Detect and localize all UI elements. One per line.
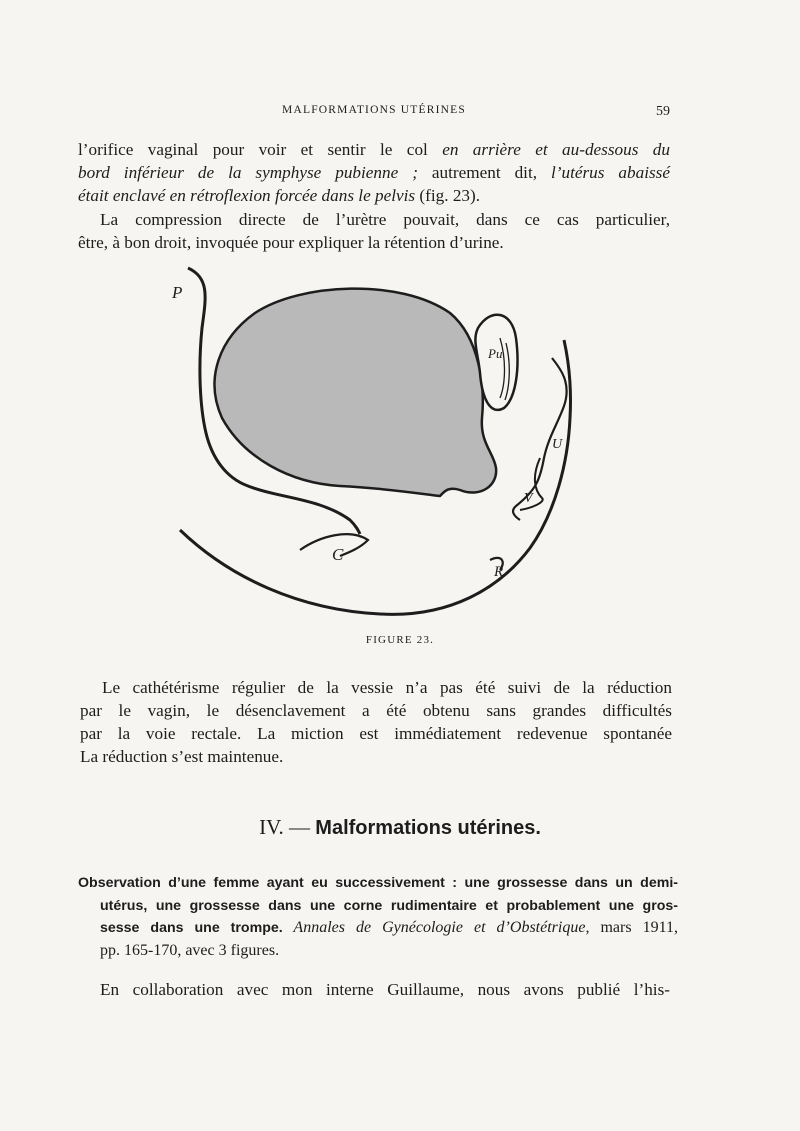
label-v: V	[524, 491, 533, 506]
paragraph-1-line-2: bord inférieur de la symphyse pubienne ; autrement dit, l’utérus abaissé	[78, 163, 670, 182]
paragraph-4	[78, 978, 670, 1001]
section-title: Malformations utérines.	[315, 817, 541, 839]
figure-caption: FIGURE 23.	[365, 634, 435, 646]
paragraph-3-line-1: Le cathétérisme régulier de la vessie n’a pas été suivi de la réduction	[102, 678, 672, 697]
paragraph-2-line-1: La compression directe de l’urètre pouvait, dans ce cas particulier,	[100, 210, 670, 229]
section-numeral: IV. —	[259, 815, 311, 839]
label-p: P	[172, 283, 183, 302]
paragraph-1	[78, 138, 670, 207]
paragraph-3-line-4: La réduction s’est maintenue.	[80, 747, 284, 766]
paragraph-4-line-1: En collaboration avec mon interne Guillaume, nous avons publié l’his-	[100, 980, 670, 999]
paragraph-3	[80, 676, 672, 768]
paragraph-3-line-3: par la voie rectale. La miction est immédiatement redevenue spontanée	[80, 724, 672, 743]
paragraph-1-line-3: était enclavé en rétroflexion forcée dans le pelvis (fig. 23).	[78, 186, 481, 205]
observation-line-1: Observation d’une femme ayant eu successivement : une grossesse dans un demi-	[78, 875, 678, 891]
page-number: 59	[656, 104, 670, 119]
figure-23-diagram	[160, 258, 590, 630]
paragraph-3-line-2: par le vagin, le désenclavement a été obtenu sans grandes difficultés	[80, 701, 672, 720]
running-title: MALFORMATIONS UTÉRINES	[282, 104, 466, 116]
observation-line-2: utérus, une grossesse dans une corne rudimentaire et probablement une gros-	[100, 897, 678, 914]
label-u: U	[552, 437, 563, 452]
paragraph-2-line-2: être, à bon droit, invoquée pour expliquer la rétention d’urine.	[78, 233, 504, 252]
label-c: C	[332, 545, 344, 564]
section-heading	[0, 815, 800, 840]
paragraph-1-line-1: l’orifice vaginal pour voir et sentir le col en arrière et au-dessous du	[78, 140, 670, 159]
observation-line-4: pp. 165-170, avec 3 figures.	[100, 941, 280, 959]
observation-entry	[78, 872, 678, 962]
observation-line-3: sesse dans une trompe. Annales de Gynécologie et d’Obstétrique, mars 1911,	[100, 919, 678, 936]
running-header	[78, 104, 670, 124]
uterus-shape	[215, 289, 497, 496]
paragraph-2	[78, 208, 670, 254]
label-r: R	[494, 564, 504, 580]
label-pu: Pu	[488, 346, 503, 361]
